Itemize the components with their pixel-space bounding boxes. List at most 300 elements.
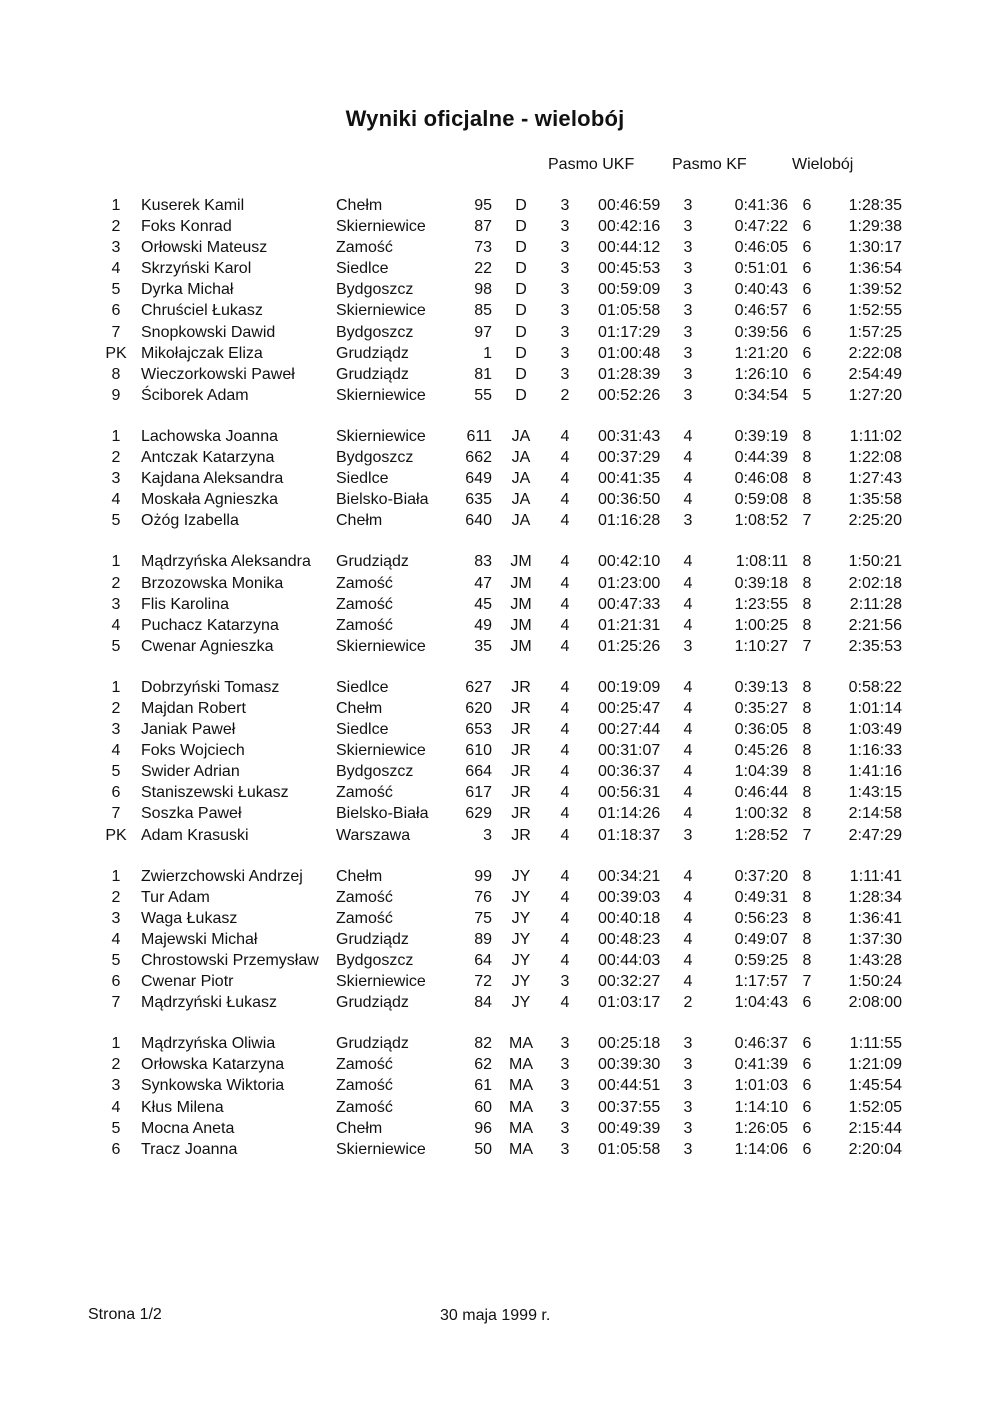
cell-kf-points: 3	[683, 637, 693, 655]
cell-ukf-points: 4	[560, 699, 570, 717]
cell-place: 5	[111, 637, 121, 655]
category-group	[0, 551, 1000, 656]
cell-name: Majdan Robert	[141, 699, 246, 717]
cell-kf-time: 0:49:07	[734, 930, 788, 948]
cell-total-points: 6	[802, 239, 812, 257]
cell-total-points: 7	[802, 637, 812, 655]
cell-total-points: 6	[802, 302, 812, 320]
cell-name: Mądrzyńska Aleksandra	[141, 553, 311, 571]
table-row	[0, 887, 1000, 908]
category-group	[0, 866, 1000, 1014]
cell-number: 81	[474, 365, 492, 383]
cell-kf-time: 0:46:44	[734, 784, 788, 802]
cell-kf-points: 4	[683, 595, 693, 613]
table-row	[0, 761, 1000, 782]
cell-total-points: 8	[802, 449, 812, 467]
cell-ukf-points: 3	[560, 302, 570, 320]
cell-ukf-points: 3	[560, 239, 570, 257]
cell-number: 55	[474, 386, 492, 404]
cell-kf-points: 4	[683, 909, 693, 927]
cell-total-points: 6	[802, 1098, 812, 1116]
table-row	[0, 950, 1000, 971]
table-row	[0, 489, 1000, 510]
cell-category: D	[515, 281, 527, 299]
cell-ukf-time: 00:56:31	[598, 784, 661, 802]
cell-place: 3	[111, 595, 121, 613]
cell-ukf-time: 00:42:16	[598, 218, 661, 236]
cell-total-time: 1:03:49	[848, 721, 902, 739]
cell-category: D	[515, 239, 527, 257]
cell-total-points: 6	[802, 1140, 812, 1158]
cell-total-points: 8	[802, 952, 812, 969]
cell-total-time: 1:35:58	[848, 491, 902, 509]
cell-category: D	[515, 302, 527, 320]
cell-ukf-time: 00:19:09	[598, 678, 661, 696]
cell-kf-time: 0:35:27	[734, 699, 788, 717]
cell-club: Skierniewice	[336, 742, 426, 760]
cell-category: MA	[509, 1077, 533, 1095]
cell-total-time: 2:35:53	[848, 637, 902, 655]
document-date: 30 maja 1999 r.	[440, 1307, 551, 1324]
cell-kf-points: 4	[683, 784, 693, 802]
cell-kf-points: 3	[683, 1035, 693, 1053]
cell-ukf-time: 00:39:30	[598, 1056, 661, 1074]
table-row	[0, 594, 1000, 615]
cell-kf-points: 3	[683, 323, 693, 341]
cell-kf-time: 1:08:52	[734, 512, 788, 530]
cell-kf-points: 3	[683, 1077, 693, 1095]
cell-category: D	[515, 260, 527, 278]
cell-ukf-time: 00:41:35	[598, 470, 661, 488]
cell-name: Ożóg Izabella	[141, 512, 239, 530]
cell-kf-points: 3	[683, 1056, 693, 1074]
cell-total-time: 2:14:58	[848, 805, 902, 823]
table-row	[0, 364, 1000, 385]
cell-ukf-time: 01:16:28	[598, 512, 661, 530]
page-title: Wyniki oficjalne - wielobój	[345, 106, 625, 131]
cell-kf-points: 4	[683, 699, 693, 717]
cell-kf-time: 1:28:52	[734, 826, 788, 844]
cell-kf-time: 0:46:08	[734, 470, 788, 488]
cell-kf-time: 0:39:18	[734, 574, 788, 592]
cell-club: Skierniewice	[336, 302, 426, 320]
cell-number: 89	[474, 930, 492, 948]
cell-name: Swider Adrian	[141, 763, 240, 781]
cell-category: JR	[511, 784, 531, 802]
cell-club: Bydgoszcz	[336, 281, 414, 299]
cell-place: 2	[111, 699, 121, 717]
cell-club: Siedlce	[336, 260, 389, 278]
cell-club: Bydgoszcz	[336, 952, 414, 969]
cell-category: JA	[511, 427, 531, 445]
cell-place: 2	[111, 574, 121, 592]
cell-kf-points: 4	[683, 973, 693, 991]
cell-total-points: 6	[802, 197, 812, 214]
table-row	[0, 385, 1000, 406]
cell-total-points: 6	[802, 344, 812, 362]
cell-ukf-points: 3	[560, 1035, 570, 1053]
cell-kf-points: 4	[683, 491, 693, 509]
cell-ukf-points: 4	[560, 742, 570, 760]
cell-club: Skierniewice	[336, 218, 426, 236]
cell-ukf-points: 3	[560, 218, 570, 236]
cell-number: 98	[474, 281, 492, 299]
cell-total-time: 2:15:44	[848, 1119, 902, 1137]
cell-category: JR	[511, 678, 531, 696]
cell-name: Waga Łukasz	[141, 909, 238, 927]
cell-kf-time: 0:59:08	[734, 491, 788, 509]
cell-total-points: 8	[802, 595, 812, 613]
cell-total-time: 1:11:02	[849, 427, 902, 445]
cell-total-points: 6	[802, 994, 812, 1012]
cell-number: 35	[474, 637, 492, 655]
cell-category: JR	[511, 763, 531, 781]
cell-ukf-points: 4	[560, 595, 570, 613]
cell-total-points: 8	[802, 805, 812, 823]
category-group	[0, 677, 1000, 846]
table-row	[0, 803, 1000, 824]
cell-name: Brzozowska Monika	[141, 574, 284, 592]
cell-number: 73	[474, 239, 492, 257]
cell-kf-points: 3	[683, 386, 693, 404]
cell-ukf-time: 01:23:00	[598, 574, 661, 592]
cell-name: Mocna Aneta	[141, 1119, 235, 1137]
cell-ukf-points: 4	[560, 491, 570, 509]
table-row	[0, 468, 1000, 489]
cell-place: 3	[111, 1077, 121, 1095]
cell-kf-points: 4	[683, 721, 693, 739]
cell-total-points: 6	[802, 1119, 812, 1137]
cell-number: 3	[483, 826, 492, 844]
cell-club: Bydgoszcz	[336, 449, 414, 467]
table-row	[0, 426, 1000, 447]
cell-category: JM	[510, 553, 532, 571]
cell-ukf-points: 4	[560, 470, 570, 488]
cell-number: 611	[466, 427, 492, 445]
cell-place: 2	[111, 218, 121, 236]
cell-club: Bydgoszcz	[336, 763, 414, 781]
cell-kf-time: 1:04:43	[734, 994, 788, 1012]
cell-place: 4	[111, 930, 121, 948]
cell-club: Skierniewice	[336, 386, 426, 404]
cell-ukf-points: 4	[560, 616, 570, 634]
cell-category: MA	[509, 1140, 533, 1158]
table-row	[0, 1118, 1000, 1139]
cell-kf-points: 4	[683, 678, 693, 696]
cell-kf-time: 0:44:39	[734, 449, 788, 467]
cell-category: JY	[511, 973, 531, 991]
cell-kf-points: 3	[683, 826, 693, 844]
cell-name: Staniszewski Łukasz	[141, 784, 289, 802]
category-group	[0, 426, 1000, 531]
cell-number: 97	[474, 323, 492, 341]
table-row	[0, 615, 1000, 636]
cell-total-time: 1:39:52	[848, 281, 902, 299]
cell-total-time: 1:28:35	[848, 197, 902, 214]
cell-ukf-time: 00:34:21	[598, 867, 661, 885]
cell-total-points: 8	[802, 930, 812, 948]
table-row	[0, 279, 1000, 300]
cell-kf-time: 0:45:26	[734, 742, 788, 760]
cell-total-points: 8	[802, 553, 812, 571]
column-header-ukf: Pasmo UKF	[548, 156, 635, 173]
cell-kf-time: 0:46:05	[734, 239, 788, 257]
cell-place: 6	[111, 784, 121, 802]
cell-kf-points: 4	[683, 888, 693, 906]
cell-total-points: 8	[802, 888, 812, 906]
cell-number: 50	[474, 1140, 492, 1158]
cell-name: Kuserek Kamil	[141, 197, 245, 214]
cell-kf-time: 0:49:31	[734, 888, 788, 906]
cell-name: Ściborek Adam	[141, 386, 249, 404]
cell-place: 4	[111, 260, 121, 278]
cell-club: Siedlce	[336, 721, 389, 739]
cell-ukf-points: 3	[560, 260, 570, 278]
cell-number: 83	[474, 553, 492, 571]
cell-total-points: 8	[802, 699, 812, 717]
cell-category: JY	[511, 867, 531, 885]
cell-total-points: 6	[802, 260, 812, 278]
table-row	[0, 1054, 1000, 1075]
cell-kf-time: 0:39:13	[734, 678, 788, 696]
cell-name: Tur Adam	[141, 888, 210, 906]
cell-total-points: 5	[802, 386, 812, 404]
cell-category: JR	[511, 721, 531, 739]
cell-kf-time: 1:01:03	[734, 1077, 788, 1095]
cell-place: 7	[111, 805, 121, 823]
cell-number: 664	[465, 763, 492, 781]
cell-name: Wieczorkowski Paweł	[141, 365, 295, 383]
cell-ukf-time: 00:32:27	[598, 973, 661, 991]
cell-club: Chełm	[336, 699, 383, 717]
cell-total-time: 2:22:08	[848, 344, 902, 362]
cell-name: Cwenar Agnieszka	[141, 637, 274, 655]
cell-place: 5	[111, 952, 121, 969]
cell-ukf-time: 00:37:29	[598, 449, 661, 467]
cell-category: MA	[509, 1035, 533, 1053]
cell-category: JM	[510, 595, 532, 613]
cell-total-time: 1:41:16	[848, 763, 902, 781]
cell-number: 653	[465, 721, 492, 739]
table-row	[0, 636, 1000, 657]
cell-place: 1	[111, 867, 121, 885]
cell-name: Skrzyński Karol	[141, 260, 252, 278]
cell-place: 1	[111, 553, 121, 571]
cell-number: 96	[474, 1119, 492, 1137]
cell-kf-points: 3	[683, 365, 693, 383]
cell-ukf-time: 00:42:10	[598, 553, 661, 571]
cell-total-points: 6	[802, 281, 812, 299]
cell-name: Cwenar Piotr	[141, 973, 234, 991]
cell-kf-time: 1:14:10	[734, 1098, 788, 1116]
cell-ukf-points: 3	[560, 1140, 570, 1158]
cell-ukf-points: 4	[560, 512, 570, 530]
cell-name: Dobrzyński Tomasz	[141, 678, 280, 696]
cell-number: 76	[474, 888, 492, 906]
cell-total-points: 8	[802, 742, 812, 760]
cell-category: D	[515, 344, 527, 362]
cell-kf-points: 4	[683, 930, 693, 948]
cell-ukf-time: 00:52:26	[598, 386, 661, 404]
cell-kf-time: 0:59:25	[734, 952, 788, 969]
cell-club: Grudziądz	[336, 344, 409, 362]
cell-ukf-time: 00:40:18	[598, 909, 661, 927]
table-row	[0, 195, 1000, 216]
cell-total-time: 2:02:18	[848, 574, 902, 592]
cell-club: Zamość	[336, 888, 393, 906]
cell-club: Zamość	[336, 239, 393, 257]
cell-kf-time: 0:41:36	[734, 197, 788, 214]
cell-category: JR	[511, 699, 531, 717]
table-row	[0, 740, 1000, 761]
cell-kf-time: 0:56:23	[734, 909, 788, 927]
table-row	[0, 908, 1000, 929]
cell-number: 620	[465, 699, 492, 717]
cell-category: JY	[511, 909, 531, 927]
cell-ukf-time: 01:18:37	[598, 826, 661, 844]
table-row	[0, 573, 1000, 594]
cell-name: Mikołajczak Eliza	[141, 344, 263, 362]
cell-name: Tracz Joanna	[141, 1140, 238, 1158]
cell-category: MA	[509, 1056, 533, 1074]
cell-ukf-time: 00:25:47	[598, 699, 661, 717]
cell-ukf-time: 01:00:48	[598, 344, 661, 362]
cell-name: Foks Konrad	[141, 218, 232, 236]
cell-ukf-time: 00:59:09	[598, 281, 661, 299]
table-row	[0, 343, 1000, 364]
cell-kf-points: 3	[683, 239, 693, 257]
cell-club: Zamość	[336, 574, 393, 592]
cell-ukf-points: 4	[560, 574, 570, 592]
cell-category: JA	[511, 491, 531, 509]
cell-kf-points: 4	[683, 470, 693, 488]
cell-ukf-time: 00:44:03	[598, 952, 661, 969]
cell-club: Chełm	[336, 197, 383, 214]
cell-place: 4	[111, 1098, 121, 1116]
cell-total-time: 2:21:56	[848, 616, 902, 634]
cell-club: Bielsko-Biała	[336, 491, 429, 509]
cell-total-points: 7	[802, 512, 812, 530]
cell-kf-points: 4	[683, 616, 693, 634]
cell-kf-time: 0:34:54	[734, 386, 788, 404]
cell-total-time: 2:47:29	[848, 826, 902, 844]
cell-kf-points: 2	[683, 994, 693, 1012]
cell-number: 1	[483, 344, 492, 362]
cell-name: Chruściel Łukasz	[141, 302, 263, 320]
cell-total-points: 8	[802, 784, 812, 802]
cell-name: Snopkowski Dawid	[141, 323, 276, 341]
cell-kf-points: 4	[683, 553, 693, 571]
cell-total-points: 6	[802, 218, 812, 236]
cell-ukf-points: 3	[560, 281, 570, 299]
cell-name: Moskała Agnieszka	[141, 491, 278, 509]
cell-ukf-points: 4	[560, 763, 570, 781]
cell-total-time: 1:45:54	[848, 1077, 902, 1095]
cell-club: Zamość	[336, 909, 393, 927]
table-row	[0, 825, 1000, 846]
cell-ukf-time: 00:25:18	[598, 1035, 661, 1053]
table-row	[0, 1139, 1000, 1160]
cell-category: D	[515, 386, 527, 404]
cell-total-points: 8	[802, 616, 812, 634]
cell-ukf-points: 4	[560, 637, 570, 655]
cell-total-time: 1:22:08	[848, 449, 902, 467]
cell-ukf-points: 4	[560, 930, 570, 948]
cell-place: 6	[111, 973, 121, 991]
cell-name: Janiak Paweł	[141, 721, 236, 739]
cell-name: Synkowska Wiktoria	[141, 1077, 285, 1095]
cell-total-points: 6	[802, 323, 812, 341]
cell-kf-points: 3	[683, 1119, 693, 1137]
cell-club: Skierniewice	[336, 637, 426, 655]
cell-ukf-points: 3	[560, 1077, 570, 1095]
cell-kf-time: 1:26:05	[734, 1119, 788, 1137]
cell-total-points: 6	[802, 1035, 812, 1053]
cell-category: JA	[511, 449, 531, 467]
table-row	[0, 510, 1000, 531]
cell-club: Zamość	[336, 1056, 393, 1074]
cell-club: Grudziądz	[336, 365, 409, 383]
cell-total-points: 6	[802, 365, 812, 383]
cell-total-points: 8	[802, 491, 812, 509]
table-row	[0, 1097, 1000, 1118]
cell-ukf-time: 01:17:29	[598, 323, 661, 341]
cell-total-time: 1:43:15	[848, 784, 902, 802]
cell-kf-points: 3	[683, 260, 693, 278]
cell-ukf-time: 00:46:59	[598, 197, 661, 214]
cell-category: D	[515, 365, 527, 383]
cell-club: Grudziądz	[336, 994, 409, 1012]
cell-ukf-time: 00:44:51	[598, 1077, 661, 1095]
cell-total-time: 1:29:38	[848, 218, 902, 236]
cell-number: 47	[474, 574, 492, 592]
results-table	[0, 195, 1000, 1180]
cell-ukf-points: 4	[560, 952, 570, 969]
cell-total-points: 8	[802, 909, 812, 927]
cell-category: JR	[511, 826, 531, 844]
cell-total-time: 1:57:25	[848, 323, 902, 341]
cell-name: Kłus Milena	[141, 1098, 224, 1116]
cell-number: 95	[474, 197, 492, 214]
cell-total-points: 8	[802, 470, 812, 488]
cell-kf-time: 1:26:10	[734, 365, 788, 383]
cell-total-points: 8	[802, 721, 812, 739]
cell-club: Skierniewice	[336, 1140, 426, 1158]
cell-number: 62	[474, 1056, 492, 1074]
cell-kf-points: 3	[683, 1140, 693, 1158]
cell-ukf-time: 00:47:33	[598, 595, 661, 613]
cell-club: Chełm	[336, 867, 383, 885]
cell-total-time: 1:43:28	[848, 952, 902, 969]
table-row	[0, 698, 1000, 719]
cell-ukf-points: 4	[560, 449, 570, 467]
cell-number: 60	[474, 1098, 492, 1116]
cell-kf-points: 4	[683, 867, 693, 885]
cell-club: Siedlce	[336, 470, 389, 488]
cell-kf-time: 0:51:01	[734, 260, 788, 278]
cell-kf-time: 0:36:05	[734, 721, 788, 739]
cell-number: 72	[474, 973, 492, 991]
table-row	[0, 322, 1000, 343]
column-header-kf: Pasmo KF	[672, 156, 747, 173]
cell-kf-points: 3	[683, 281, 693, 299]
cell-ukf-points: 4	[560, 721, 570, 739]
cell-total-time: 0:58:22	[848, 678, 902, 696]
cell-club: Grudziądz	[336, 1035, 409, 1053]
cell-place: 9	[111, 386, 121, 404]
cell-number: 22	[474, 260, 492, 278]
cell-category: JM	[510, 574, 532, 592]
